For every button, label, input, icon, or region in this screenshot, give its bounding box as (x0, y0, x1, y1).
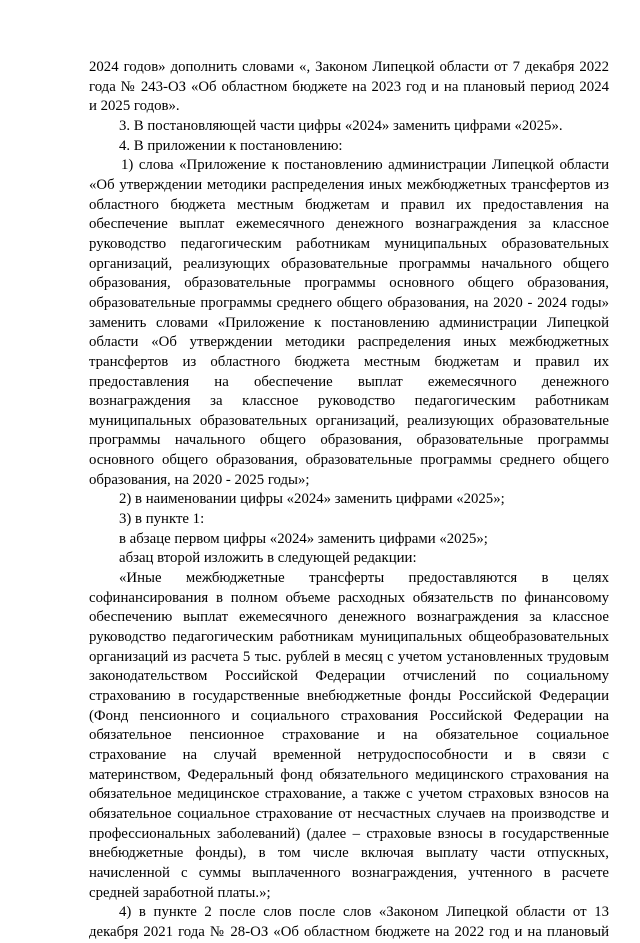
text-line: 1) слова «Приложение к постановлению администрации Липецкой области (121, 157, 609, 174)
text-line: законодательством Российской Федерации отчислений по социальному (89, 668, 609, 685)
text-line: образовательные программы среднего общего образования, на 2020 - 2024 годы» (89, 294, 609, 311)
text-line: заменить словами «Приложение к постановлению администрации Липецкой (89, 314, 609, 331)
text-line: декабря 2021 года № 28-ОЗ «Об областном бюджете на 2022 год и на плановый (89, 923, 609, 940)
text-line: абзац второй изложить в следующей редакции: (119, 550, 417, 567)
text-line: средней заработной платы.»; (89, 884, 271, 901)
text-line: 4. В приложении к постановлению: (119, 137, 343, 154)
text-line: и 2025 годов». (89, 98, 180, 115)
text-line: 4) в пункте 2 после слов после слов «Законом Липецкой области от 13 (119, 904, 609, 921)
text-line: «Иные межбюджетные трансферты предоставляются в целях (119, 570, 609, 587)
text-line: начисленной с суммы выплаченного вознаграждения, учтенного в расчете (89, 864, 609, 881)
text-line: образования, образовательные программы основного общего образования, (89, 275, 609, 292)
text-line: области «Об утверждении методики распределения иных межбюджетных (89, 334, 609, 351)
text-line: вознаграждения за классное руководство педагогическим работникам (89, 393, 609, 410)
text-line: профессиональных заболеваний) (далее – страховые взносы в государственные (89, 825, 609, 842)
text-line: основного общего образования, образовательные программы среднего общего (89, 452, 609, 469)
text-line: трансфертов из областного бюджета местным бюджетам и правил их (89, 353, 609, 370)
text-line: страхованию в государственные внебюджетные фонды Российской Федерации (89, 688, 609, 704)
text-line: программы начального общего образования, образовательные программы (89, 432, 609, 449)
text-line: обеспечению выплат ежемесячного денежного вознаграждения за классное (89, 609, 609, 626)
text-line: обязательное пенсионное страхование и на обязательное социальное (89, 727, 609, 744)
text-line: муниципальных образовательных организаций, реализующих образовательные (89, 412, 609, 429)
text-line: обязательное социальное страхование от несчастных случаев на производстве и (89, 805, 609, 822)
text-line: 2024 годов» дополнить словами «, Законом Липецкой области от 7 декабря 2022 (89, 59, 609, 75)
text-line: руководство педагогическим работникам муниципальных образовательных (89, 235, 609, 252)
text-line: обязательное медицинское страхование, а также с учетом страховых взносов на (89, 786, 609, 803)
text-line: организаций, реализующих образовательные программы начального общего (89, 255, 609, 272)
text-line: 3. В постановляющей части цифры «2024» заменить цифрами «2025». (119, 117, 563, 134)
text-line: софинансирования в полном объеме расходных обязательств по финансовому (89, 589, 609, 606)
text-line: внебюджетные фонды), в том числе включая выплату части отпускных, (89, 845, 609, 862)
text-line: в абзаце первом цифры «2024» заменить цифрами «2025»; (119, 530, 488, 547)
document-body (89, 58, 609, 943)
text-line: материнством, Федеральный фонд обязательного медицинского страхования на (89, 766, 609, 783)
text-line: года № 243-ОЗ «Об областном бюджете на 2023 год и на плановый период 2024 (89, 78, 609, 95)
text-line: 3) в пункте 1: (119, 511, 205, 528)
text-line: образования, на 2020 - 2025 годы»; (89, 471, 310, 488)
text-line: организаций из расчета 5 тыс. рублей в месяц с учетом установленных трудовым (89, 648, 609, 665)
text-line: «Об утверждении методики распределения иных межбюджетных трансфертов из (89, 176, 609, 193)
text-line: (Фонд пенсионного и социального страхования Российской Федерации на (89, 707, 609, 724)
text-line: областного бюджета местным бюджетам и правил их предоставления на (89, 196, 609, 213)
text-line: обеспечение выплат ежемесячного денежного вознаграждения за классное (89, 216, 609, 233)
text-line: предоставления на обеспечение выплат ежемесячного денежного (89, 373, 609, 390)
text-line: 2) в наименовании цифры «2024» заменить цифрами «2025»; (119, 491, 505, 508)
text-line: руководство педагогическим работникам муниципальных общеобразовательных (89, 629, 609, 646)
text-line: страхование на случай временной нетрудоспособности и в связи с (89, 746, 609, 763)
